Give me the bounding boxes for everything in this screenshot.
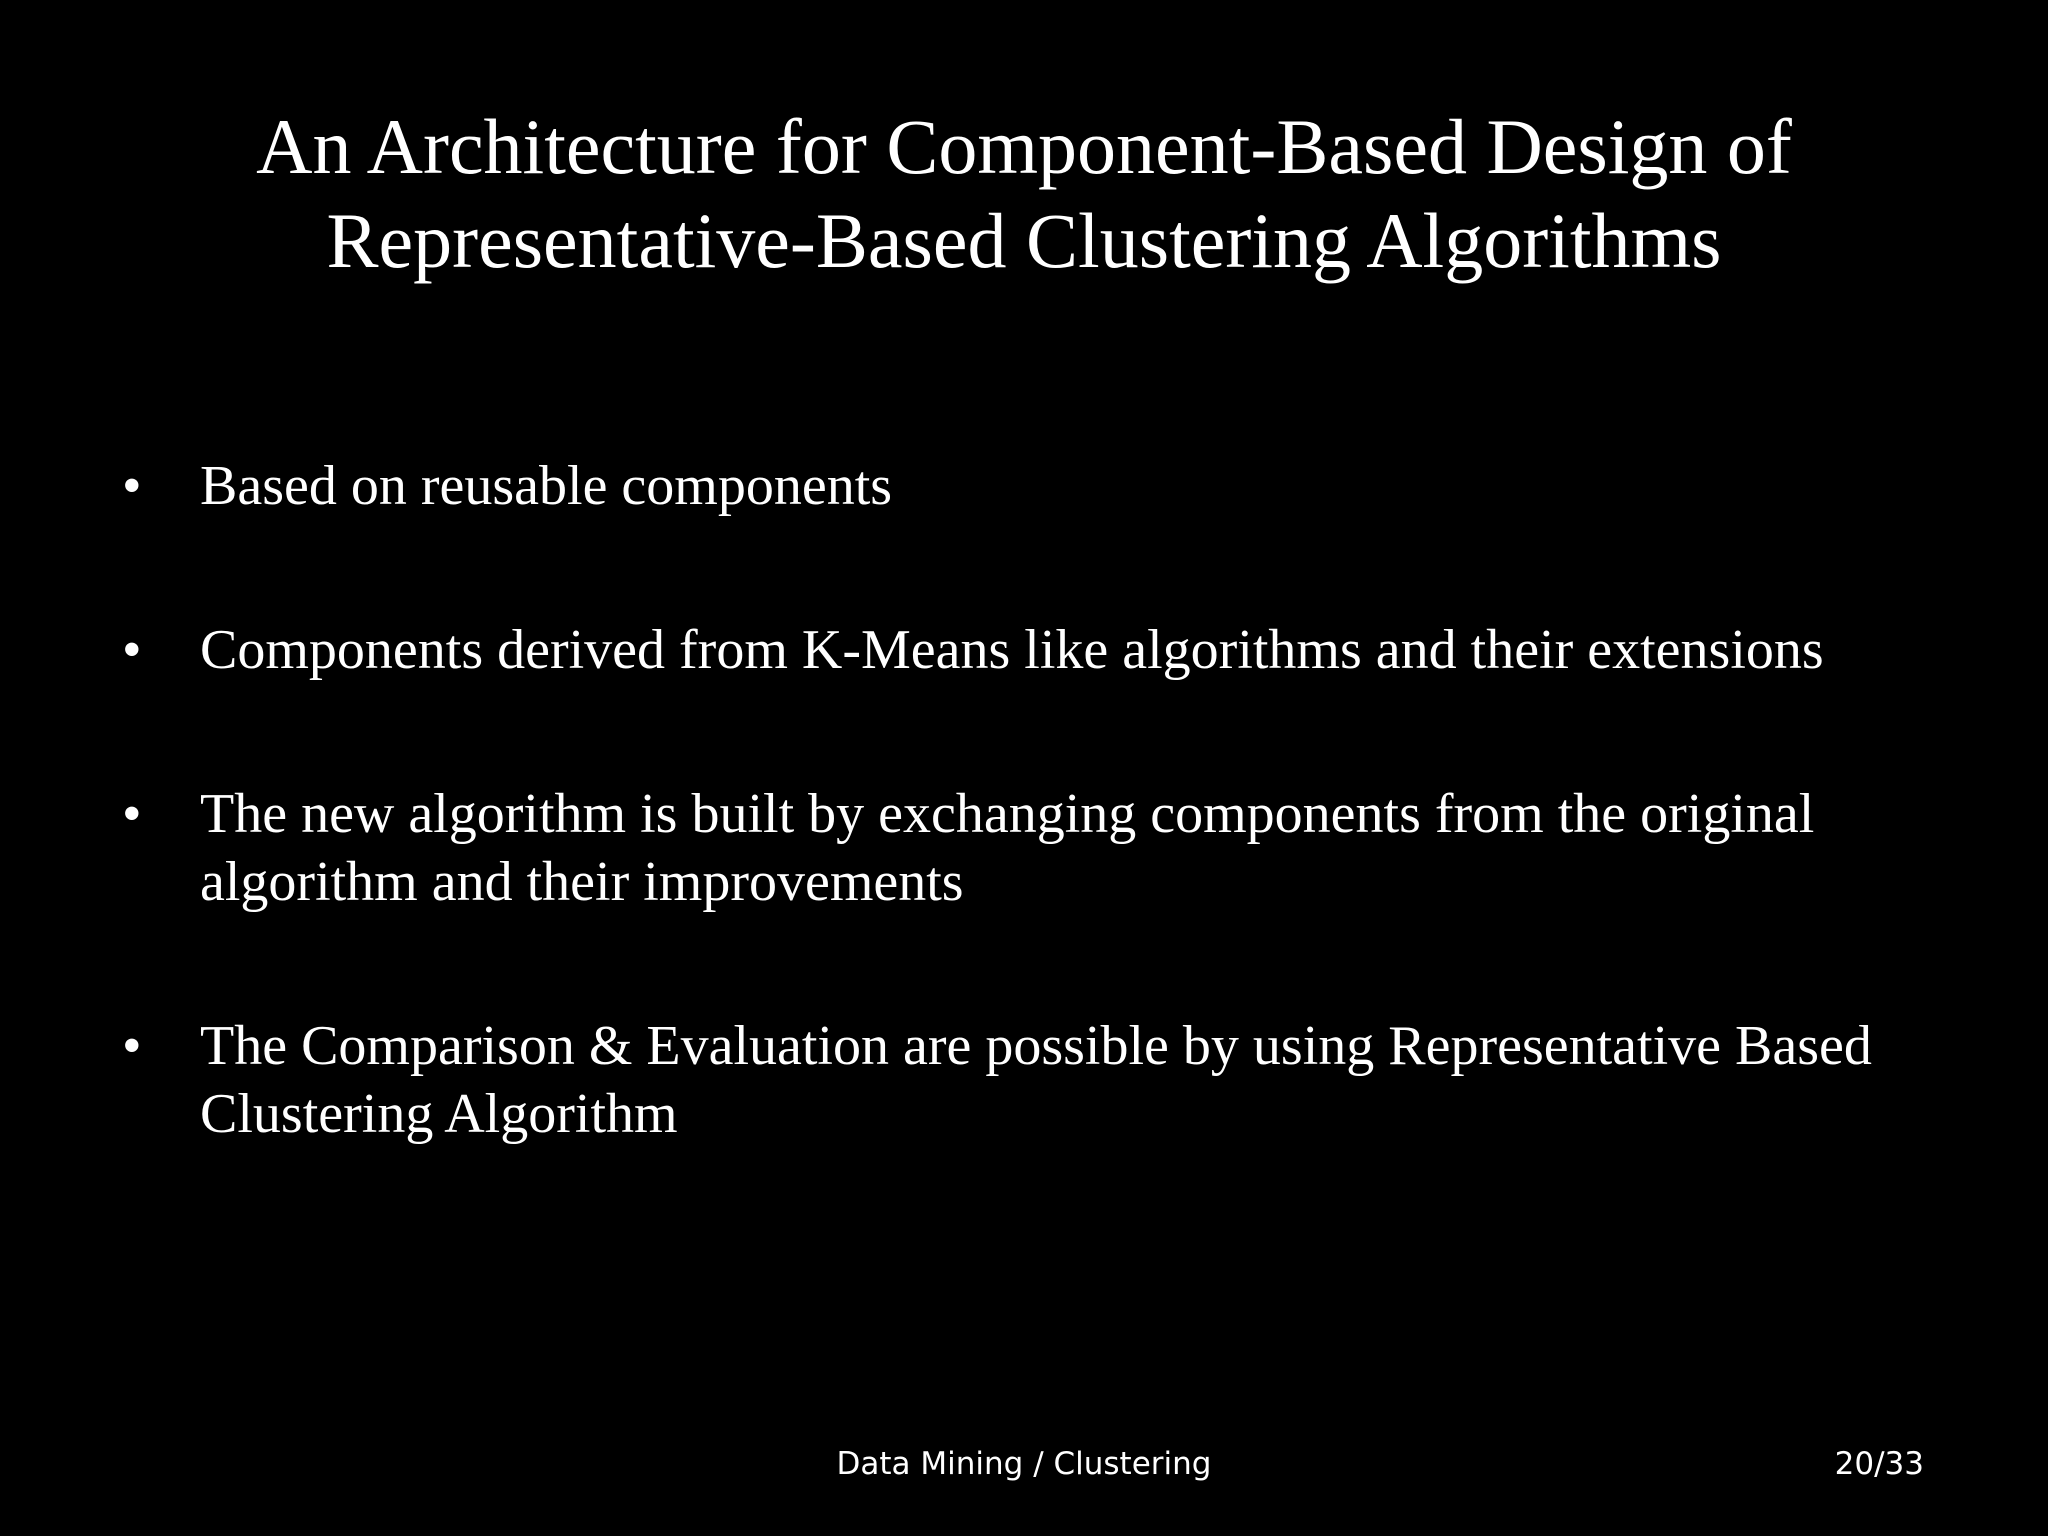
- bullet-item: [118, 780, 1948, 916]
- bullet-text: Components derived from K-Means like algorithms and their extensions: [200, 619, 1824, 681]
- bullet-text: The Comparison & Evaluation are possible by using Representative Based Clustering Algorithm: [200, 1015, 1872, 1145]
- bullet-text: The new algorithm is built by exchanging components from the original algorithm and their improvements: [200, 783, 1815, 913]
- bullet-dot-icon: •: [122, 455, 142, 517]
- bullet-item: [118, 452, 1948, 520]
- bullet-item: [118, 616, 1948, 684]
- footer-title: Data Mining / Clustering: [836, 1446, 1212, 1482]
- page-number: 20/33: [1834, 1446, 1924, 1482]
- bullet-dot-icon: •: [122, 619, 142, 681]
- bullet-dot-icon: •: [122, 783, 142, 845]
- slide-title-line-2: Representative-Based Clustering Algorithms: [326, 197, 1722, 284]
- bullet-item: [118, 1012, 1948, 1148]
- slide-title: [120, 100, 1928, 288]
- bullet-text: Based on reusable components: [200, 455, 893, 517]
- bullet-list: [118, 452, 1948, 1148]
- slide-title-line-1: An Architecture for Component-Based Design of: [256, 103, 1792, 190]
- bullet-dot-icon: •: [122, 1015, 142, 1077]
